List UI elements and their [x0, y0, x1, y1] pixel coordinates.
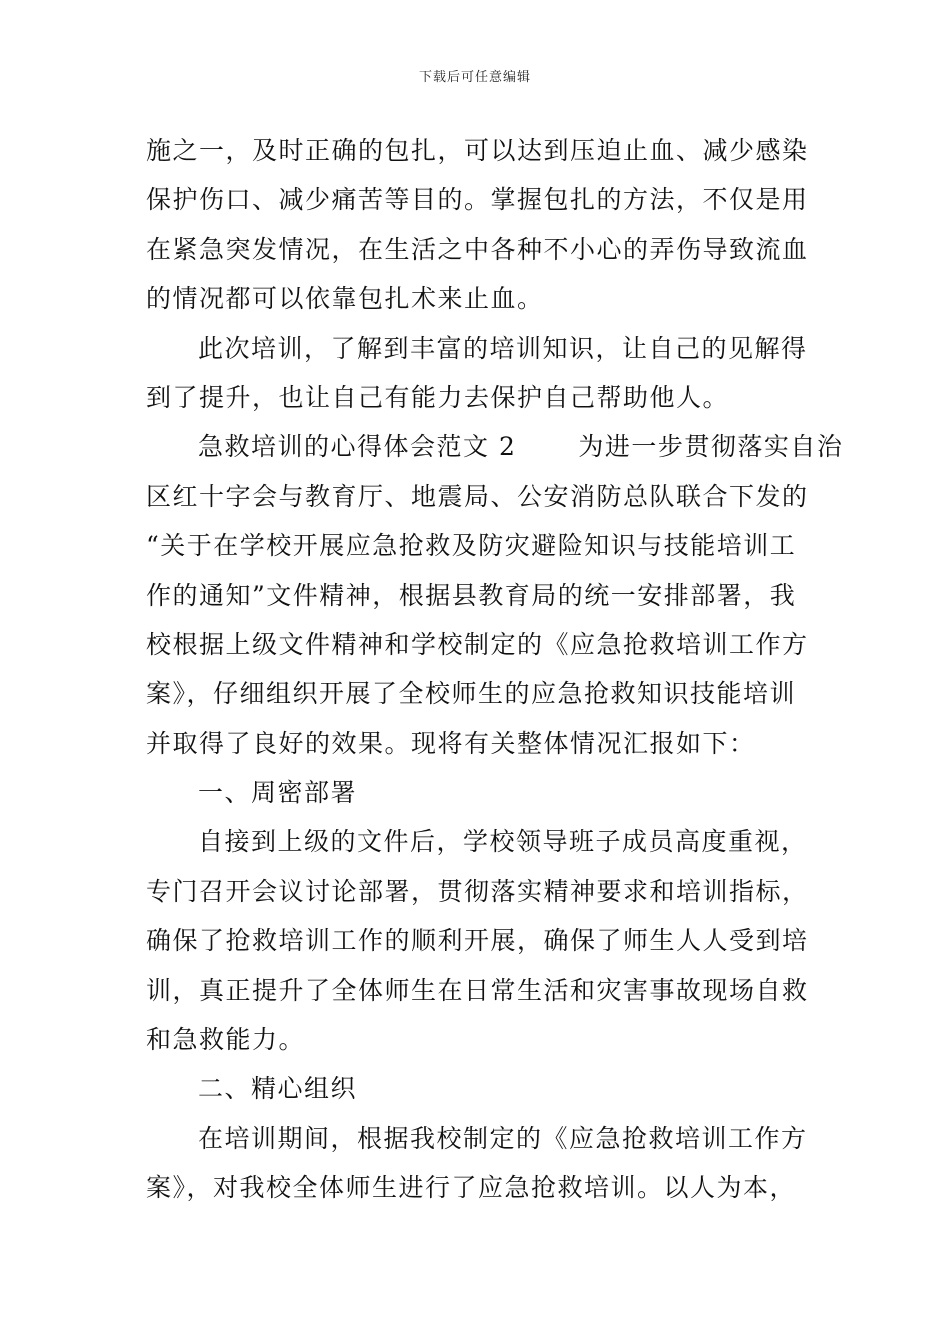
page-header-note: 下载后可任意编辑	[418, 70, 531, 85]
section-title-line	[146, 422, 844, 471]
heading-line: 二、精心组织	[198, 1074, 358, 1104]
text-line: 校根据上级文件精神和学校制定的《应急抢救培训工作方	[146, 629, 809, 659]
paragraph-start: 为进一步贯彻落实自治	[578, 432, 844, 462]
text-line: 区红十字会与教育厅、地震局、公安消防总队联合下发的	[146, 481, 809, 511]
heading-line: 一、周密部署	[198, 778, 358, 808]
paragraph-start-line: 此次培训，了解到丰富的培训知识，让自己的见解得	[198, 333, 808, 363]
paragraph-start-line: 在培训期间，根据我校制定的《应急抢救培训工作方	[198, 1123, 808, 1153]
text-line: 到了提升，也让自己有能力去保护自己帮助他人。	[146, 382, 730, 412]
text-line: 的情况都可以依靠包扎术来止血。	[146, 284, 544, 314]
text-line: 作的通知”文件精神，根据县教育局的统一安排部署，我	[146, 580, 797, 610]
text-line: 和急救能力。	[146, 1025, 306, 1055]
document-body	[146, 126, 844, 1213]
text-line: 在紧急突发情况，在生活之中各种不小心的弄伤导致流血	[146, 234, 809, 264]
paragraph-start-line: 自接到上级的文件后，学校领导班子成员高度重视，	[198, 827, 808, 857]
text-line: 案》，仔细组织开展了全校师生的应急抢救知识技能培训	[146, 679, 797, 709]
text-line: 确保了抢救培训工作的顺利开展，确保了师生人人受到培	[146, 926, 809, 956]
text-line: 保护伤口、减少痛苦等目的。掌握包扎的方法，不仅是用	[146, 185, 809, 215]
text-line: “关于在学校开展应急抢救及防灾避险知识与技能培训工	[146, 531, 797, 561]
text-line: 施之一，及时正确的包扎，可以达到压迫止血、减少感染	[146, 136, 809, 165]
text-line: 训，真正提升了全体师生在日常生活和灾害事故现场自救	[146, 975, 809, 1005]
section-title: 急救培训的心得体会范文 2	[198, 432, 517, 462]
text-line: 专门召开会议讨论部署，贯彻落实精神要求和培训指标，	[146, 876, 809, 906]
text-line: 并取得了良好的效果。现将有关整体情况汇报如下：	[146, 728, 756, 758]
text-line: 案》，对我校全体师生进行了应急抢救培训。以人为本，	[146, 1173, 797, 1203]
